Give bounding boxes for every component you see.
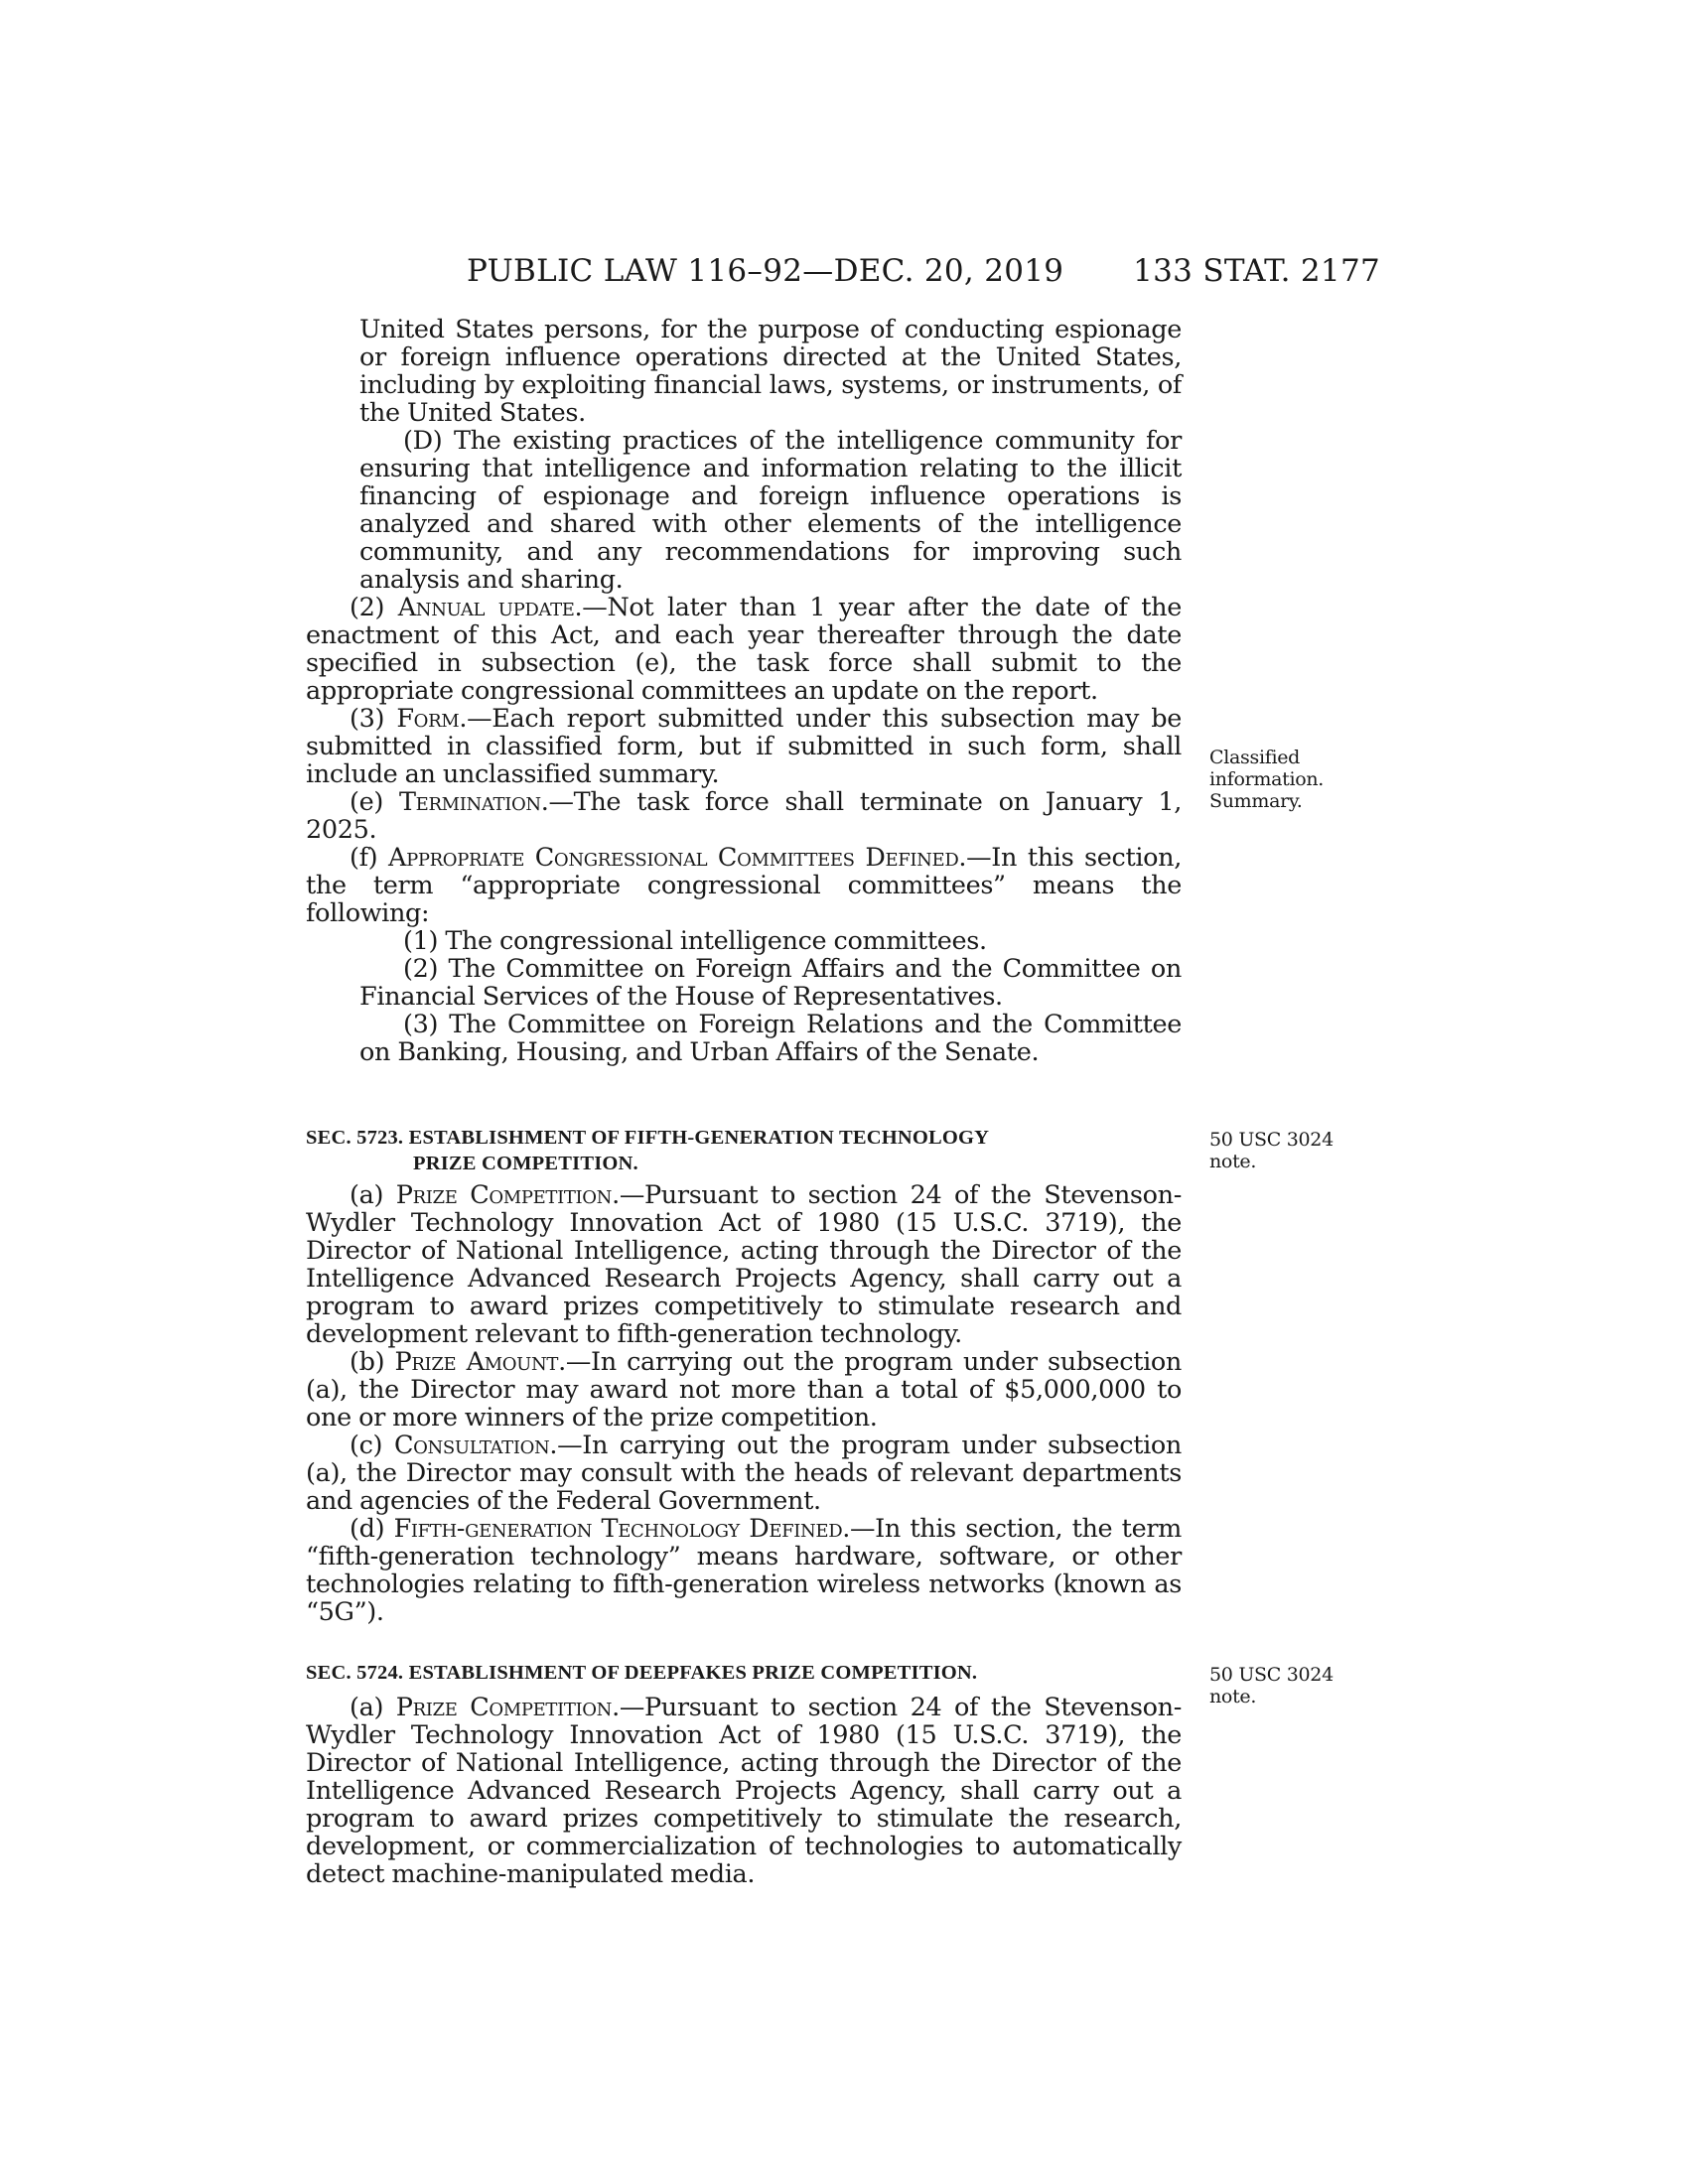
margin-note-usc-5724: 50 USC 3024 note. <box>1209 1664 1334 1707</box>
heading-prize-competition: Prize Competition <box>395 1180 613 1210</box>
running-header <box>467 250 1380 292</box>
public-law-citation: PUBLIC LAW 116–92—DEC. 20, 2019 <box>467 253 1064 289</box>
heading-termination: Termination <box>399 787 541 817</box>
heading-committees-defined: Appropriate Congressional Committees Defined <box>388 843 959 873</box>
subsection-f-definitions: (f) Appropriate Congressional Committees Defined.—In this section, the term “appropriate congressional committees” means the following: <box>306 843 1182 928</box>
subsection-e-termination: (e) Termination.—The task force shall terminate on January 1, 2025. <box>306 787 1182 845</box>
section-5723-subsection-c: (c) Consultation.—In carrying out the program under subsection (a), the Director may consult with the heads of relevant departments and agencies of the Federal Government. <box>306 1431 1182 1516</box>
list-item-f2: (2) The Committee on Foreign Affairs and the Committee on Financial Services of the House of Representatives. <box>359 954 1182 1012</box>
section-5724-heading <box>306 1660 1180 1686</box>
section-5723-heading-line2: PRIZE COMPETITION. <box>413 1153 638 1174</box>
section-5724-body <box>306 1694 1182 1888</box>
paragraph-c-continuation: United States persons, for the purpose of conducting espionage or foreign influence operations directed at the United States, including by exploiting financial laws, systems, or instruments, of the United States. <box>359 315 1182 428</box>
section-5723-heading <box>306 1125 1180 1176</box>
heading-annual-update: Annual update <box>397 593 575 622</box>
section-continuation <box>306 316 1182 1066</box>
margin-note-classified: Classified information. Summary. <box>1209 747 1325 812</box>
section-5724-heading-line1: SEC. 5724. ESTABLISHMENT OF DEEPFAKES PRIZE COMPETITION. <box>306 1662 978 1684</box>
statute-page-number: 133 STAT. 2177 <box>1133 253 1380 289</box>
heading-form: Form <box>396 704 460 734</box>
section-5724-subsection-a: (a) Prize Competition.—Pursuant to section 24 of the Stevenson-Wydler Technology Innovation Act of 1980 (15 U.S.C. 3719), the Director of National Intelligence, acting through the Director of the Intelligence Advanced Research Projects Agency, shall carry out a program to award prizes competitively to stimulate the research, development, or commercialization of technologies to automatically detect machine-manipulated media. <box>306 1693 1182 1889</box>
heading-5g-defined: Fifth-generation Technology Defined <box>393 1514 843 1544</box>
section-5723-heading-line1: SEC. 5723. ESTABLISHMENT OF FIFTH-GENERATION TECHNOLOGY <box>306 1127 990 1149</box>
list-item-f3: (3) The Committee on Foreign Relations and the Committee on Banking, Housing, and Urban Affairs of the Senate. <box>359 1010 1182 1067</box>
section-5723-body <box>306 1181 1182 1626</box>
heading-consultation: Consultation <box>393 1431 550 1460</box>
margin-note-usc-5723: 50 USC 3024 note. <box>1209 1129 1334 1172</box>
paragraph-3-form: (3) Form.—Each report submitted under this subsection may be submitted in classified form, but if submitted in such form, shall include an unclassified summary. <box>306 704 1182 789</box>
paragraph-2-annual-update: (2) Annual update.—Not later than 1 year after the date of the enactment of this Act, and each year thereafter through the date specified in subsection (e), the task force shall submit to the appropriate congressional committees an update on the report. <box>306 593 1182 706</box>
heading-prize-amount: Prize Amount <box>394 1347 559 1377</box>
section-5723-subsection-d: (d) Fifth-generation Technology Defined.—In this section, the term “fifth-generation technology” means hardware, software, or other technologies relating to fifth-generation wireless networks (known as “5G”). <box>306 1514 1182 1627</box>
section-5723-subsection-a: (a) Prize Competition.—Pursuant to section 24 of the Stevenson-Wydler Technology Innovation Act of 1980 (15 U.S.C. 3719), the Director of National Intelligence, acting through the Director of the Intelligence Advanced Research Projects Agency, shall carry out a program to award prizes competitively to stimulate research and development relevant to fifth-generation technology. <box>306 1180 1182 1349</box>
section-5723-subsection-b: (b) Prize Amount.—In carrying out the program under subsection (a), the Director may award not more than a total of $5,000,000 to one or more winners of the prize competition. <box>306 1347 1182 1433</box>
heading-prize-competition-deepfakes: Prize Competition <box>395 1693 613 1722</box>
paragraph-d: (D) The existing practices of the intelligence community for ensuring that intelligence and information relating to the illicit financing of espionage and foreign influence operations is analyzed and shared with other elements of the intelligence community, and any recommendations for improving such analysis and sharing. <box>359 426 1182 595</box>
list-item-f1: (1) The congressional intelligence committees. <box>403 926 987 956</box>
